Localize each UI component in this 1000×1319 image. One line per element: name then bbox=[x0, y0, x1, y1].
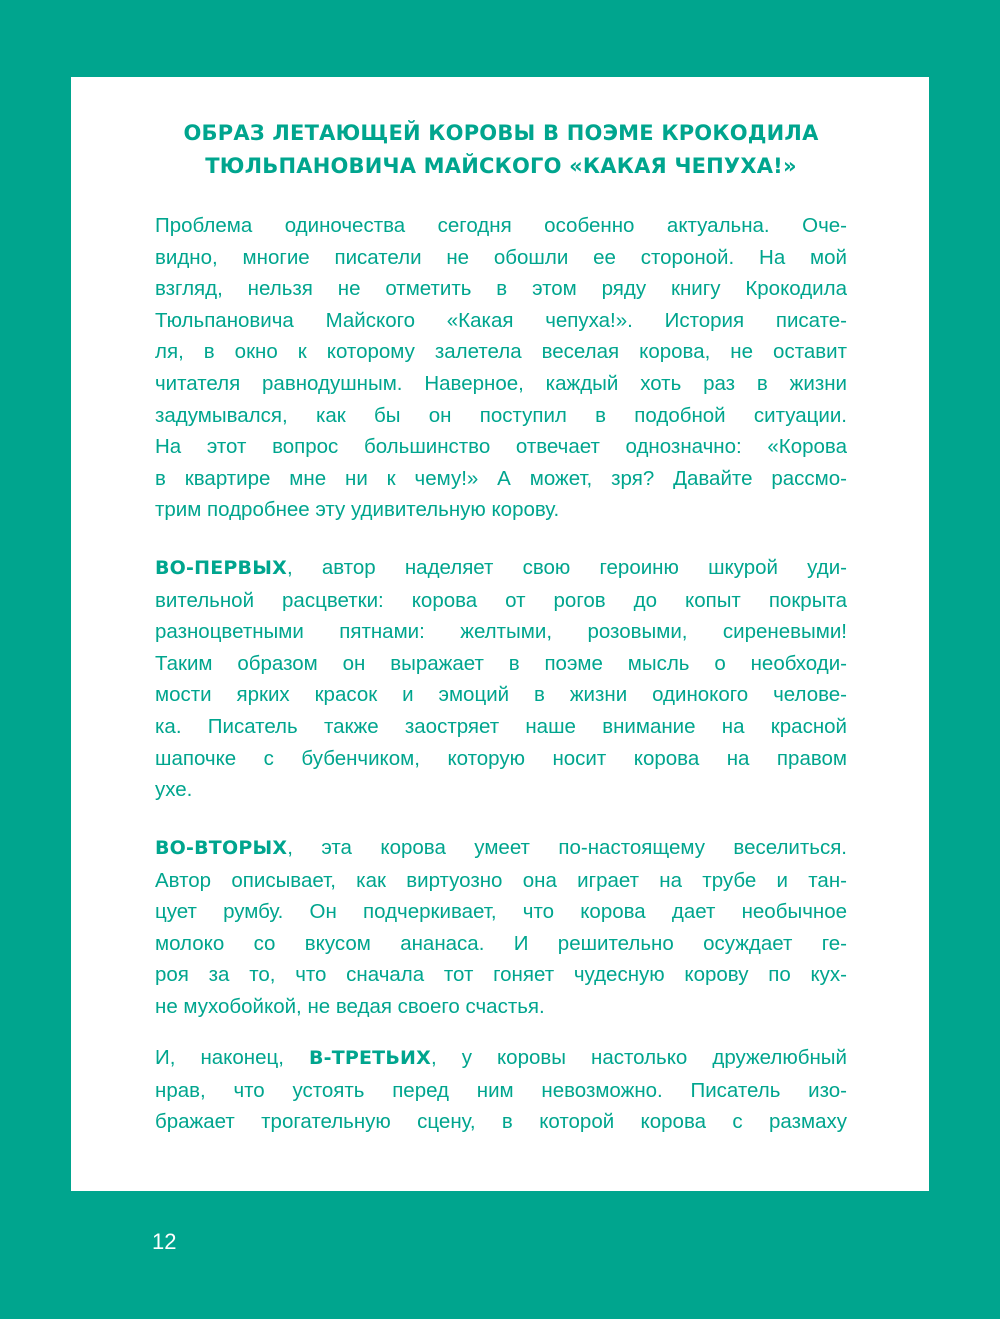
text-line: взгляд, нельзя не отметить в этом ряду книгу Крокодила bbox=[155, 277, 847, 301]
text-line: нрав, что устоять перед ним невозможно. Писатель изо- bbox=[155, 1078, 847, 1102]
text-line: Тюльпановича Майского «Какая чепуха!». История писате- bbox=[155, 308, 847, 332]
text-line: молоко со вкусом ананаса. И решительно осуждает ге- bbox=[155, 931, 847, 955]
text-line: ухе. bbox=[155, 778, 193, 802]
text-line bbox=[155, 552, 847, 585]
text-line: задумывался, как бы он поступил в подобной ситуации. bbox=[155, 403, 847, 427]
paragraph-third-point bbox=[155, 1042, 847, 1138]
text-line: Проблема одиночества сегодня особенно актуальна. Оче- bbox=[155, 214, 847, 237]
text-line: Таким образом он выражает в поэме мысль о необходи- bbox=[155, 651, 847, 675]
text-line: шапочке с бубенчиком, которую носит корова на правом bbox=[155, 746, 847, 770]
text-line: трим подробнее эту удивительную корову. bbox=[155, 498, 560, 522]
text-line: ка. Писатель также заостряет наше внимание на красной bbox=[155, 714, 847, 738]
text-line: вительной расцветки: корова от рогов до копыт покрыта bbox=[155, 588, 847, 612]
article-title-line: ОБРАЗ ЛЕТАЮЩЕЙ КОРОВЫ В ПОЭМЕ КРОКОДИЛА bbox=[183, 121, 819, 145]
page-sheet bbox=[71, 77, 929, 1191]
paragraph-intro bbox=[155, 210, 847, 526]
text-line: читателя равнодушным. Наверное, каждый хоть раз в жизни bbox=[155, 371, 847, 395]
text-run: , автор наделяет свою героиню шкурой уди- bbox=[286, 556, 847, 579]
text-line: в квартире мне ни к чему!» А может, зря? Давайте рассмо- bbox=[155, 466, 847, 490]
text-line: разноцветными пятнами: желтыми, розовыми, сиреневыми! bbox=[155, 620, 847, 644]
text-run: , эта корова умеет по-настоящему веселиться. bbox=[287, 836, 847, 859]
text-line: мости ярких красок и эмоций в жизни одинокого челове- bbox=[155, 683, 847, 707]
text-run: , у коровы настолько дружелюбный bbox=[430, 1046, 847, 1069]
article-title-line: ТЮЛЬПАНОВИЧА МАЙСКОГО «КАКАЯ ЧЕПУХА!» bbox=[205, 154, 797, 178]
article-title bbox=[151, 117, 851, 183]
paragraph-first-point bbox=[155, 552, 847, 806]
text-line: ля, в окно к которому залетела веселая корова, не оставит bbox=[155, 340, 847, 364]
text-line bbox=[155, 1042, 847, 1075]
text-line bbox=[155, 832, 847, 865]
paragraph-second-point bbox=[155, 832, 847, 1023]
text-run: И, наконец, bbox=[155, 1046, 309, 1069]
text-line: На этот вопрос большинство отвечает однозначно: «Корова bbox=[155, 435, 847, 459]
text-line: видно, многие писатели не обошли ее стороной. На мой bbox=[155, 245, 847, 269]
text-line: цует румбу. Он подчеркивает, что корова дает необычное bbox=[155, 900, 847, 924]
lead-word: ВО-ПЕРВЫХ bbox=[155, 557, 287, 579]
text-line: бражает трогательную сцену, в которой корова с размаху bbox=[155, 1110, 847, 1134]
lead-word: ВО-ВТОРЫХ bbox=[155, 837, 288, 859]
lead-word: В-ТРЕТЬИХ bbox=[308, 1047, 431, 1069]
text-line: не мухобойкой, не ведая своего счастья. bbox=[155, 994, 545, 1018]
page-number: 12 bbox=[152, 1229, 177, 1254]
text-line: Автор описывает, как виртуозно она играет на трубе и тан- bbox=[155, 868, 847, 892]
text-line: роя за то, что сначала тот гоняет чудесную корову по кух- bbox=[155, 963, 847, 987]
